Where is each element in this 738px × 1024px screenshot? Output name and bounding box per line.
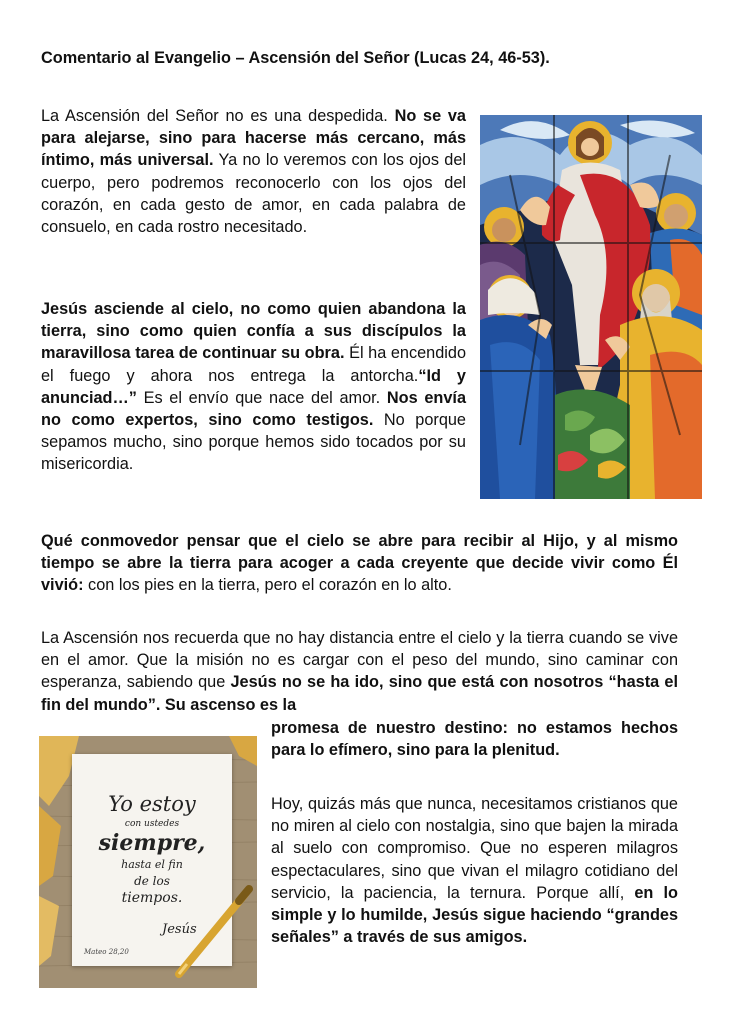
p5-text-1: Hoy, quizás más que nunca, necesitamos cristianos que no miren al cielo con nostalgia, sino que bajen la mirada al suelo con compromiso. Que no esperen milagros espectaculares, sino que vivan el milagro cotidiano del servicio, la paciencia, la ternura. Porque allí, (271, 795, 678, 902)
p2-bold-2: “Id y anunciad…” (41, 366, 466, 407)
p1-text-2: Ya no lo veremos con los ojos del cuerpo, pero podremos reconocerlo con los ojos del corazón, en cada gesto de amor, en cada palabra de consuelo, en cada rostro necesitado. (41, 151, 466, 237)
card-line-2: con ustedes (124, 819, 180, 829)
card-signature: Jesús (162, 922, 197, 937)
p4-bold-1: Jesús no se ha ido, sino que está con nosotros “hasta el fin del mundo”. Su ascenso es la (41, 673, 678, 714)
card-line-3: siempre, (98, 830, 206, 856)
p2-bold-3: Nos envía no como expertos, sino como testigos. (41, 388, 466, 430)
p5-bold-1: en lo simple y lo humilde, Jesús sigue haciendo “grandes señales” a través de sus amigos. (271, 883, 678, 947)
p4-text-1: La Ascensión nos recuerda que no hay distancia entre el cielo y la tierra cuando se vive en el amor. Que la misión no es cargar con el peso del mundo, sino caminar con esperanza, sabiendo que (41, 629, 678, 692)
p2-text-3: No porque sepamos mucho, sino porque hemos sido tocados por su misericordia. (41, 411, 466, 474)
p3-bold-1: Qué conmovedor pensar que el cielo se abre para recibir al Hijo, y al mismo tiempo se abre la tierra para acoger a cada creyente que decide vivir como Él vivió: (41, 532, 678, 595)
p2-text-2: Es el envío que nace del amor. (136, 388, 387, 407)
pen-icon (39, 736, 257, 988)
card-reference: Mateo 28,20 (84, 948, 129, 956)
p4-bold-2: promesa de nuestro destino: no estamos hechos para lo efímero, sino para la plenitud. (271, 719, 678, 760)
p2-bold-1: Jesús asciende al cielo, no como quien abandona la tierra, sino como quien confía a sus discípulos la maravillosa tarea de continuar su obra. (41, 300, 466, 363)
card-line-6: tiempos. (121, 890, 183, 906)
document-title: Comentario al Evangelio – Ascensión del Señor (Lucas 24, 46-53). (41, 49, 550, 67)
ascension-stained-glass-image (480, 115, 702, 499)
card-line-5: de los (134, 874, 170, 888)
paragraph-4-continuation (271, 717, 678, 761)
paragraph-3 (41, 530, 678, 597)
p3-text-1: con los pies en la tierra, pero el corazón en lo alto. (83, 576, 452, 595)
p1-text-1: La Ascensión del Señor no es una despedida. (41, 107, 395, 125)
paragraph-2 (41, 298, 466, 476)
paragraph-5 (271, 793, 678, 948)
card-line-4: hasta el fin (121, 858, 183, 871)
yo-estoy-card-photo (39, 736, 257, 988)
paragraph-4 (41, 627, 678, 716)
card-line-1: Yo estoy (108, 792, 196, 816)
p2-text-1: Él ha encendido el fuego y ahora nos entrega la antorcha. (41, 344, 466, 385)
p1-bold-1: No se va para alejarse, sino para hacerse más cercano, más íntimo, más universal. (41, 107, 466, 170)
paragraph-1 (41, 105, 466, 238)
